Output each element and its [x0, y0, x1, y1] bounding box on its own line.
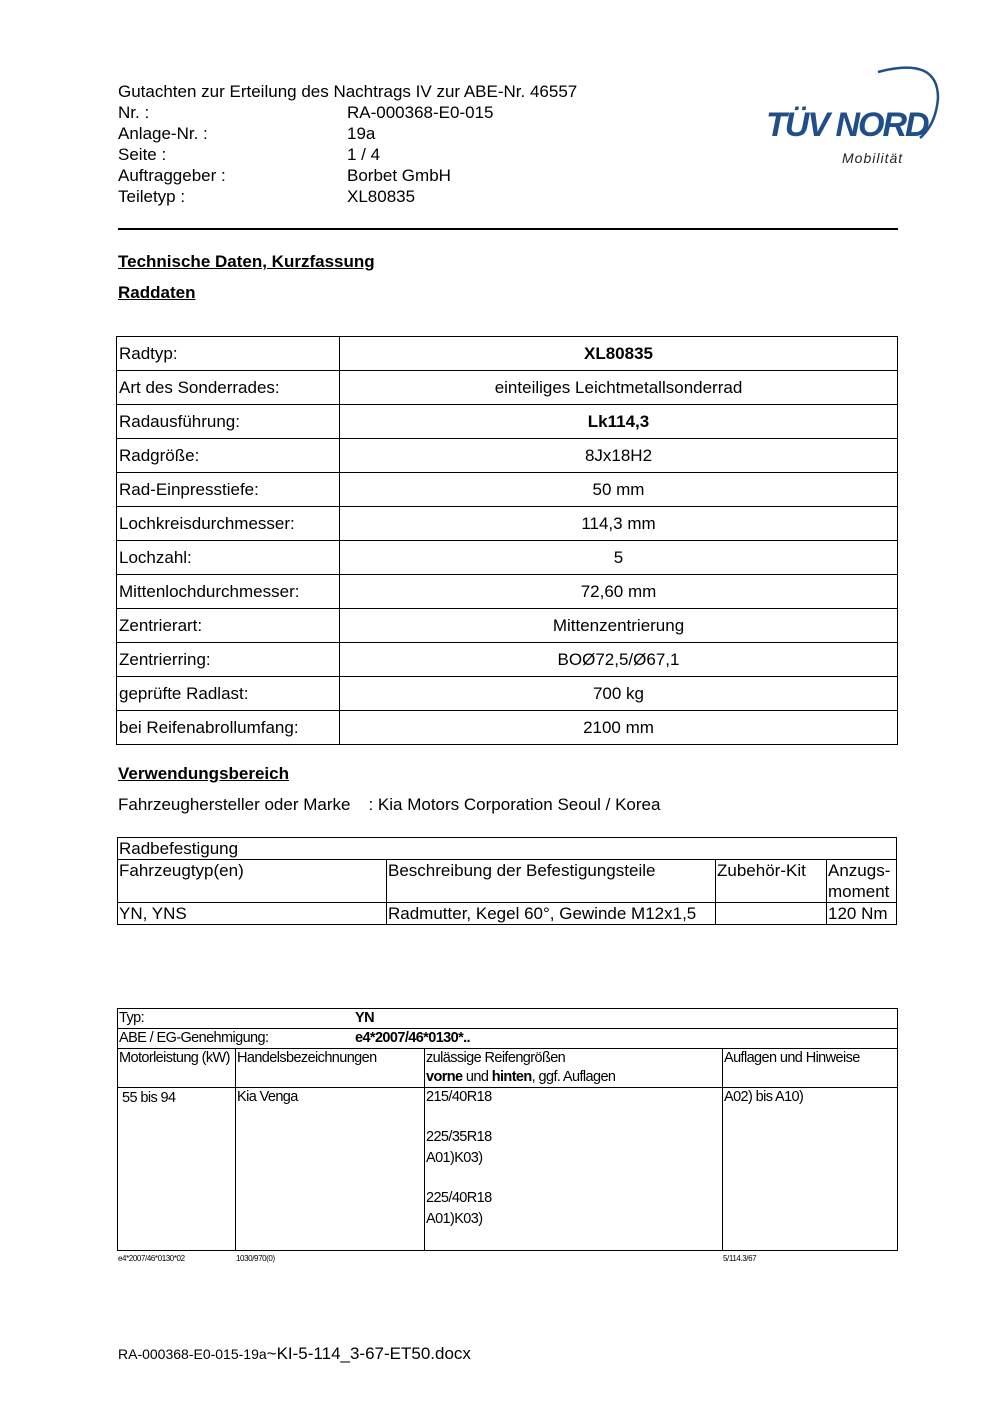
manufacturer-label: Fahrzeughersteller oder Marke [118, 795, 351, 814]
raddaten-table [116, 336, 898, 745]
header-row-anlage [118, 123, 577, 144]
header-key: Auftraggeber : [118, 166, 226, 185]
cell-kit [716, 903, 827, 925]
logo-subtitle: Mobilität [842, 150, 904, 166]
header-value: RA-000368-E0-015 [347, 103, 494, 122]
tires-rest: , ggf. Auflagen [531, 1069, 616, 1085]
table-header-row [118, 1049, 898, 1088]
row-label: Mittenlochdurchmesser: [117, 575, 340, 609]
power-value: 55 bis 94 [122, 1090, 176, 1106]
row-value: 5 [340, 541, 898, 575]
row-value: 72,60 mm [340, 575, 898, 609]
tire-2-note: A01)K03) [426, 1150, 483, 1166]
header-key: Nr. : [118, 103, 150, 122]
verwendung-title: Verwendungsbereich [118, 764, 289, 783]
row-value: 114,3 mm [340, 507, 898, 541]
col-header-torque: Anzugs-moment [827, 860, 897, 903]
row-value: 50 mm [340, 473, 898, 507]
page-footer [118, 1344, 471, 1364]
radbefestigung-title: Radbefestigung [118, 838, 897, 860]
typ-label: Typ: [119, 1010, 144, 1026]
table-row [117, 439, 898, 473]
tuv-nord-logo [760, 58, 945, 173]
row-value: Lk114,3 [340, 405, 898, 439]
row-label: Art des Sonderrades: [117, 371, 340, 405]
table-row [118, 838, 897, 860]
cell-torque: 120 Nm [827, 903, 897, 925]
tire-2: 225/35R18 [426, 1129, 492, 1145]
footnote-left: e4*2007/46*0130*02 [118, 1254, 185, 1263]
table-row [117, 541, 898, 575]
cell-tires [425, 1088, 723, 1251]
header-value: Borbet GmbH [347, 166, 451, 185]
col-header-notes: Auflagen und Hinweise [723, 1049, 898, 1088]
typ-value: YN [355, 1010, 374, 1026]
col-header-kit: Zubehör-Kit [716, 860, 827, 903]
row-label: Radtyp: [117, 337, 340, 371]
cell-type: YN, YNS [118, 903, 387, 925]
row-label: Zentrierart: [117, 609, 340, 643]
header-key: Anlage-Nr. : [118, 124, 208, 143]
table-row [118, 903, 897, 925]
col-header-desc: Beschreibung der Befestigungsteile [387, 860, 716, 903]
table-row [117, 711, 898, 745]
row-label: Lochkreisdurchmesser: [117, 507, 340, 541]
footer-suffix: ~KI-5-114_3-67-ET50.docx [266, 1344, 471, 1363]
row-label: geprüfte Radlast: [117, 677, 340, 711]
manufacturer-sep: : [368, 795, 374, 814]
table-row [117, 677, 898, 711]
tire-1: 215/40R18 [426, 1089, 492, 1105]
row-label: Zentrierring: [117, 643, 340, 677]
table-row [117, 371, 898, 405]
row-value: 700 kg [340, 677, 898, 711]
header-value: XL80835 [347, 187, 416, 206]
document-header [118, 81, 577, 207]
row-value: Mittenzentrierung [340, 609, 898, 643]
row-value: einteiliges Leichtmetallsonderrad [340, 371, 898, 405]
header-row-nr [118, 102, 577, 123]
col-header-type: Fahrzeugtyp(en) [118, 860, 387, 903]
header-title: Gutachten zur Erteilung des Nachtrags IV zur ABE-Nr. 46557 [118, 82, 578, 101]
header-row-seite [118, 144, 577, 165]
tire-3: 225/40R18 [426, 1190, 492, 1206]
table-row [117, 507, 898, 541]
tire-3-note: A01)K03) [426, 1211, 483, 1227]
col-header-tires [425, 1049, 723, 1088]
row-label: Radgröße: [117, 439, 340, 473]
footnote-right: 5/114.3/67 [723, 1254, 757, 1263]
tires-und: und [462, 1069, 492, 1085]
manufacturer-line [118, 795, 660, 815]
table-row [117, 643, 898, 677]
abe-value: e4*2007/46*0130*.. [355, 1030, 470, 1046]
row-value: XL80835 [340, 337, 898, 371]
typ-row [118, 1009, 898, 1029]
cell-desc: Radmutter, Kegel 60°, Gewinde M12x1,5 [387, 903, 716, 925]
tires-hinten: hinten [491, 1069, 532, 1085]
table-row [117, 609, 898, 643]
header-value: 19a [347, 124, 376, 143]
row-value: 8Jx18H2 [340, 439, 898, 473]
table-row [117, 575, 898, 609]
tires-vorne: vorne [426, 1069, 463, 1085]
typ-table [117, 1008, 898, 1251]
radbefestigung-table [117, 837, 897, 925]
row-label: Lochzahl: [117, 541, 340, 575]
abe-row [118, 1029, 898, 1049]
tires-header-line1: zulässige Reifengrößen [426, 1050, 566, 1066]
table-row [117, 337, 898, 371]
cell-notes: A02) bis A10) [723, 1088, 898, 1251]
table-row [118, 1029, 898, 1049]
row-value: BOØ72,5/Ø67,1 [340, 643, 898, 677]
manufacturer-value: Kia Motors Corporation Seoul / Korea [377, 795, 661, 814]
row-label: Radausführung: [117, 405, 340, 439]
raddaten-title: Raddaten [118, 283, 196, 302]
section-title: Technische Daten, Kurzfassung [118, 252, 375, 271]
col-header-trade: Handelsbezeichnungen [236, 1049, 425, 1088]
header-key: Seite : [118, 145, 167, 164]
logo-name: TÜV NORD [766, 106, 928, 144]
header-key: Teiletyp : [118, 187, 186, 206]
abe-label: ABE / EG-Genehmigung: [119, 1030, 269, 1046]
col-header-power: Motorleistung (kW) [118, 1049, 236, 1088]
row-value: 2100 mm [340, 711, 898, 745]
table-row [118, 1009, 898, 1029]
row-label: bei Reifenabrollumfang: [117, 711, 340, 745]
table-row [118, 1088, 898, 1251]
header-divider [118, 228, 898, 230]
cell-trade: Kia Venga [236, 1088, 425, 1251]
header-row-teiletyp [118, 186, 577, 207]
table-header-row [118, 860, 897, 903]
tires-header-line2 [426, 1068, 721, 1087]
footer-prefix: RA-000368-E0-015-19a [118, 1346, 267, 1362]
table-row [117, 473, 898, 507]
header-row-auftraggeber [118, 165, 577, 186]
row-label: Rad-Einpresstiefe: [117, 473, 340, 507]
table-row [117, 405, 898, 439]
footnote-mid: 1030/970(0) [236, 1254, 275, 1263]
header-value: 1 / 4 [347, 145, 381, 164]
cell-power [118, 1088, 236, 1251]
